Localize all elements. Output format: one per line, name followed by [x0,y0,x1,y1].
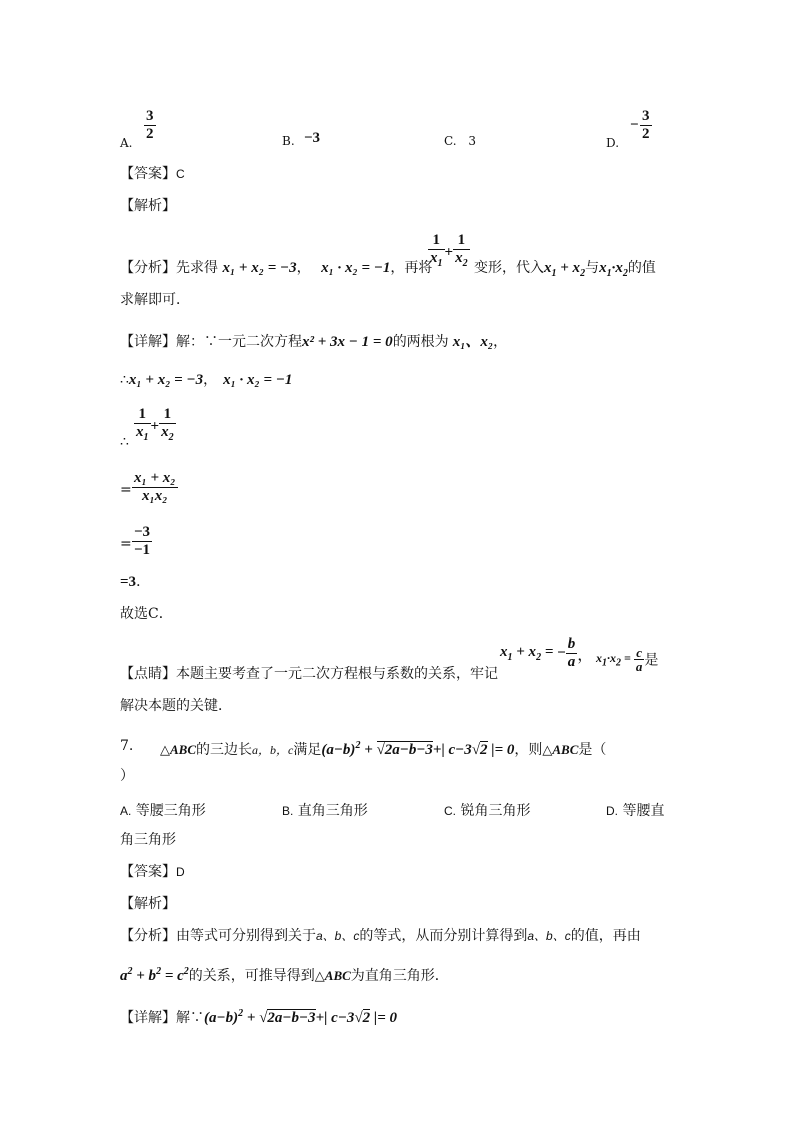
q6-step-val [120,534,132,554]
q7-option-a [120,800,206,820]
sum-term: $x_1 + x_2$ [544,260,586,279]
option-label: B. [282,804,294,818]
numerator: 1 [428,232,445,250]
xiangjie-text: 解∵ [176,1010,204,1026]
q6-step-recip [120,432,129,452]
vieta-product [596,646,658,673]
q7-stem-line1 [120,736,133,756]
stem-text: 是（ [578,742,607,758]
product-expression: x₁ · x₂ = −1 [223,372,293,388]
fraction [132,470,178,505]
q7-fenxi-line2 [120,962,449,986]
numerator: 1 [453,232,470,250]
q7-fenxi-line1 [120,926,641,946]
equals-sign: = [120,482,132,498]
numerator: x₁ + x₂ [134,470,176,486]
denominator: a [635,659,643,674]
recip-sum-expression [134,406,176,446]
dianjing-text: 本题主要考查了一元二次方程根与系数的关系，牢记 [176,666,498,682]
period: ． [136,574,151,590]
xiangjie-text: 的两根为 [392,334,449,350]
dianjing-label: 【点睛】 [120,666,176,682]
roots: x₁、x₂ [452,334,494,350]
q6-fenxi-line1 [120,258,432,278]
option-c-value: 3 [468,134,477,148]
fenxi-text: 为直角三角形． [350,968,449,984]
q7-xiangjie-line [120,1004,397,1028]
numerator: 1 [159,406,176,424]
frac-1-over-x2 [453,232,470,272]
option-b [282,130,321,148]
condition-equation: $(a-b)^2 + √2a-b-3+|$ c−3√2 |= 0 [321,740,515,758]
option-c [444,134,476,148]
abc-list: a、b、c [316,929,360,943]
q6-dianjing-line1 [120,664,498,684]
numerator: b [567,636,576,652]
denominator: $x_2$ [455,250,468,269]
stem-text: 满足 [293,742,322,758]
denominator: $x_2$ [161,424,174,443]
condition-equation: $(a-b)^2 + √2a-b-3+|$ c−3√2 |= 0 [204,1008,398,1026]
option-a-fraction [144,108,156,143]
q6-answer [120,164,185,184]
frac-1-over-x2 [159,406,176,446]
product-lhs: $x_1\cdot x_2$ = [596,650,634,669]
numerator: c [634,646,645,660]
frac-1-over-x1 [134,406,151,446]
xiangjie-label: 【详解】 [120,334,176,350]
side-variables: a，b，c [252,743,294,757]
recip-sum-expression [428,232,470,272]
xiangjie-text: 解：∵一元二次方程 [176,334,302,350]
q6-result [120,572,150,592]
plus: + [150,418,160,435]
fenxi-label: 【分析】 [120,928,176,944]
option-c-label: C. [444,134,457,148]
triangle-abc: △ABC [314,968,351,983]
q6-step-therefore [120,370,292,390]
answer-label: 【答案】 [120,864,176,880]
equation: x² + 3x − 1 = 0 [302,334,393,350]
denominator: −1 [134,542,151,558]
option-text: 锐角三角形 [460,803,531,819]
fenxi-text: 由等式可分别得到关于 [176,928,316,944]
sum-expression: x₁ + x₂ = −3 [222,260,297,276]
answer-value: C [176,167,185,181]
frac-1-over-x1 [428,232,445,272]
numerator: −3 [134,524,151,540]
option-d-numerator: 3 [642,108,650,124]
fraction-c-over-a [634,646,645,673]
pythagorean-relation: $a^2 + b^2 = c^2$ [120,966,189,984]
fenxi-text: 的关系，可推导得到 [188,968,315,984]
q7-option-c [444,800,530,820]
q6-step-frac [120,480,132,500]
q6-fenxi-line1-tail [474,258,656,284]
comma: ， [296,260,311,276]
q7-answer [120,862,185,882]
option-d-denominator: 2 [642,126,650,142]
plus: + [444,244,454,261]
fraction-b-over-a [566,636,578,671]
xiangjie-label: 【详解】 [120,1010,176,1026]
option-b-label: B. [282,134,295,148]
q6-choose: 故选C． [120,606,173,622]
therefore-symbol: ∴ [120,372,129,388]
answer-label: 【答案】 [120,166,176,182]
option-text: 直角三角形 [297,803,368,819]
fenxi-label: 【分析】 [120,260,176,276]
fenxi-text: 变形，代入 [474,260,544,276]
option-text: 等腰直 [622,803,665,819]
denominator: $x_1$ [430,250,443,269]
question-number: 7. [120,738,134,754]
comma: ， [577,645,594,664]
option-d-sign: − [630,117,639,133]
option-label: D. [606,804,618,818]
denominator: $x_1$ [136,424,149,443]
comma: ， [203,372,218,388]
fenxi-text: 的等式，从而分别计算得到 [359,928,528,944]
fenxi-text: ，再将 [390,260,433,276]
sum-over-product [132,470,178,505]
q6-xiangjie-line [120,332,507,352]
fenxi-text: 的值，再由 [570,928,641,944]
q6-dianjing-line2: 解决本题的关键． [120,698,232,714]
q6-analysis-heading: 【解析】 [120,198,176,214]
stem-text: ，则 [514,742,543,758]
sum-lhs: $x_1 + x_2$ = [500,644,558,663]
triangle-abc: △ABC [160,742,197,757]
vieta-sum [500,636,593,671]
denominator: x₁x₂ [142,488,168,504]
option-a-numerator: 3 [146,108,154,124]
value-fraction [132,524,152,559]
fenxi-text: 与 [585,260,600,276]
q7-stem-line2: ） [120,768,134,784]
fraction [132,524,152,559]
denominator: a [567,654,576,670]
fenxi-text: 先求得 [176,260,218,276]
answer-value: D [176,865,185,879]
abc-list: a、b、c [527,929,571,943]
option-b-value: −3 [304,130,321,146]
option-a-denominator: 2 [146,126,154,142]
fenxi-text: 的值 [627,260,656,276]
option-d-fraction [640,108,652,143]
q6-fenxi-line2: 求解即可． [120,292,190,308]
option-label: C. [444,804,456,818]
sum-expression: x₁ + x₂ = −3 [128,372,204,388]
dianjing-text: 是 [644,652,659,669]
option-a-label: A. [120,136,133,150]
q7-option-d [606,800,664,820]
product-expression: x₁ · x₂ = −1 [321,260,391,276]
q7-option-b [282,800,368,820]
comma: ， [493,334,508,350]
option-d-label: D. [606,136,620,150]
option-text: 等腰三角形 [135,803,206,819]
q7-stem [160,736,606,760]
q7-option-d-line2: 角三角形 [120,832,176,848]
numerator: 1 [134,406,151,424]
result: =3 [120,574,137,590]
option-label: A. [120,804,132,818]
q7-analysis-heading: 【解析】 [120,896,176,912]
product-term: $x_1\cdot x_2$ [599,260,628,279]
stem-text: 的三边长 [196,742,253,758]
minus: − [557,645,566,661]
triangle-abc: △ABC [542,742,579,757]
therefore-symbol: ∴ [120,434,129,450]
equals-sign: = [120,536,132,552]
